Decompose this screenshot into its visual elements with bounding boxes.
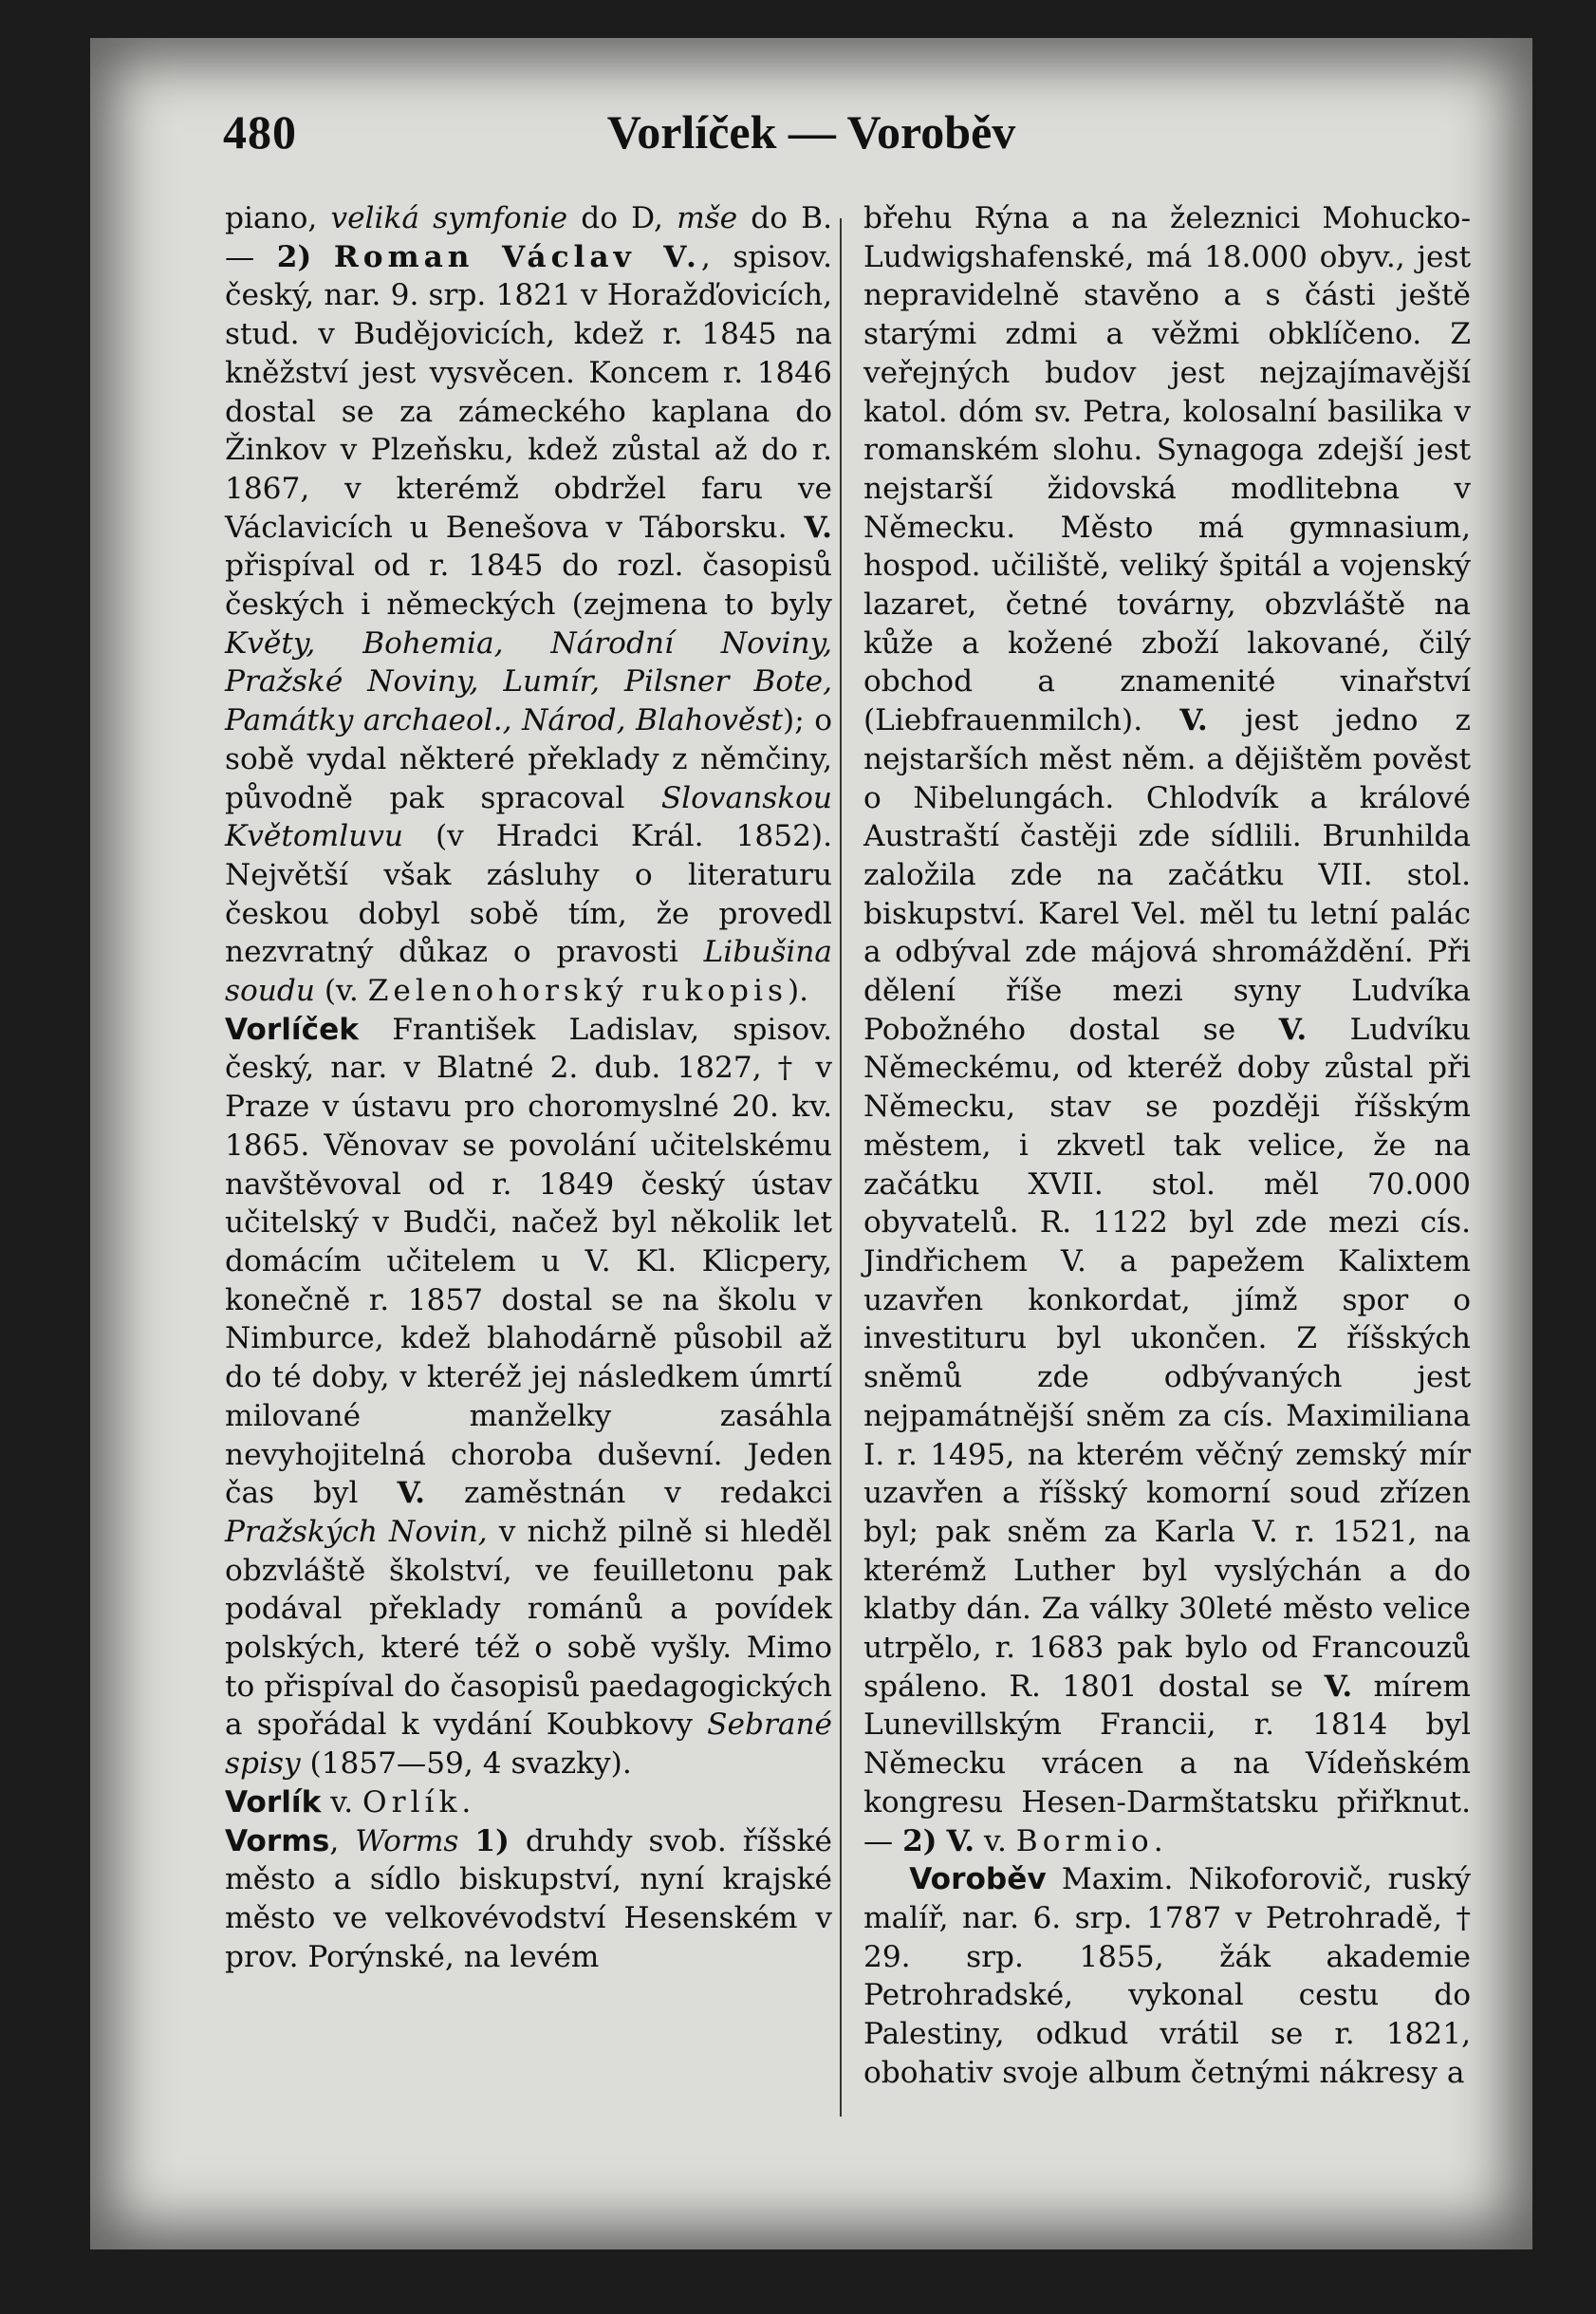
left-column (225, 199, 832, 1976)
cross-reference: Orlík (362, 1784, 462, 1819)
page-header (90, 95, 1532, 180)
headword: Vorlík (225, 1784, 322, 1819)
entry-roman-continuation: piano, veliká symfonie do D, mše do B. — 2) Roman Václav V., spisov. český, nar. 9. srp. 1821 v Horažďovicích, stud. v Budějovicích, kdež r. 1845 na kněžství jest vysvěcen. Koncem r. 1846 dostal se za zámeckého kaplana do Žinkov v Plzeňsku, kdež zůstal až do r. 1867, v kterémž obdržel faru ve Václavicích u Benešova v Táborsku. V. přispíval od r. 1845 do rozl. časopisů českých i německých (zejmena to byly Květy, Bohemia, Národní Noviny, Pražské Noviny, Lumír, Pilsner Bote, Památky archaeol., Národ, Blahověst); o sobě vydal některé překlady z němčiny, původně pak spracoval Slovanskou Květomluvu (v Hradci Král. 1852). Největší však zásluhy o literaturu českou dobyl sobě tím, že provedl nezvratný důkaz o pravosti Libušina soudu (v. Zelenohorský rukopis). (225, 201, 832, 1009)
headword: Vorlíček (225, 1012, 359, 1047)
entry-vorobev: Voroběv Maxim. Nikoforovič, ruský malíř, nar. 6. srp. 1787 v Petrohradě, † 29. srp. 1855, žák akademie Petrohradské, vykonal cestu do Palestiny, odkud vrátil se r. 1821, obohativ svoje album četnými nákresy a (863, 1862, 1471, 2090)
column-divider (840, 218, 842, 2117)
entry-vorlik: Vorlík v. Orlík. (225, 1784, 472, 1819)
page-number: 480 (223, 105, 297, 159)
book-page (90, 38, 1532, 2249)
entry-vorms: Vorms, Worms 1) druhdy svob. říšské město a sídlo biskupství, nyní krajské město ve velkovévodství Hesenském v prov. Porýnské, na levém (225, 1823, 833, 1974)
headword: Voroběv (909, 1862, 1047, 1897)
entry-vorlicek: Vorlíček František Ladislav, spisov. český, nar. v Blatné 2. dub. 1827, † v Praze v ústavu pro choromyslné 20. kv. 1865. Věnovav se povolání učitelskému navštěvoval od r. 1849 český ústav učitelský v Budči, načež byl několik let domácím učitelem u V. Kl. Klicpery, konečně r. 1857 dostal se na školu v Nimburce, kdež blahodárně působil až do té doby, v kteréž jej následkem úmrtí milované manželky zasáhla nevyhojitelná choroba duševní. Jeden čas byl V. zaměstnán v redakci Pražských Novin, v nichž pilně si hleděl obzvláště školství, ve feuilletonu pak podával překlady románů a povídek polských, které též o sobě vyšly. Mimo to přispíval do časopisů paedagogických a spořádal k vydání Koubkovy Sebrané spisy (1857—59, 4 svazky). (225, 1012, 833, 1782)
headword: Vorms (225, 1823, 330, 1858)
entry-vorms-continuation: břehu Rýna a na železnici Mohucko-Ludwigshafenské, má 18.000 obyv., jest nepravidelně stavěno a s části ještě starými zdmi a věžmi obklíčeno. Z veřejných budov jest nejzajímavější katol. dóm sv. Petra, kolosalní basilika v romanském slohu. Synagoga zdejší jest nejstarší židovská modlitebna v Německu. Město má gymnasium, hospod. učiliště, veliký špitál a vojenský lazaret, četné továrny, obzvláště na kůže a kožené zboží lakované, čilý obchod a znamenité vinařství (Liebfrauenmilch). V. jest jedno z nejstarších měst něm. a dějištěm pověst o Nibelungách. Chlodvík a králové Austraští častěji zde sídlili. Brunhilda založila zde na začátku VII. stol. biskupství. Karel Vel. měl tu letní palác a odbýval zde májová shromáždění. Při dělení říše mezi syny Ludvíka Pobožného dostal se V. Ludvíku Německému, od kteréž doby zůstal při Německu, stav se později říšským městem, i zkvetl tak velice, že na začátku XVII. stol. měl 70.000 obyvatelů. R. 1122 byl zde mezi cís. Jindřichem V. a papežem Kalixtem uzavřen konkordat, jímž spor o investituru byl ukončen. Z říšských sněmů zde odbývaných jest nejpamátnější sněm za cís. Maximiliana I. r. 1495, na kterém věčný zemský mír uzavřen a říšský komorní soud zřízen byl; pak sněm za Karla V. r. 1521, na kterémž Luther byl vyslýchán a do klatby dán. Za války 30leté město velice utrpělo, r. 1683 pak bylo od Francouzů spáleno. R. 1801 dostal se V. mírem Lunevillským Francii, r. 1814 byl Německu vrácen a na Vídeňském kongresu Hesen-Darmštatsku přiřknut. — 2) V. v. Bormio. (863, 201, 1471, 1858)
running-title: Vorlíček — Voroběv (606, 105, 1016, 159)
entry-name: Roman Václav V. (333, 239, 701, 274)
right-column (863, 199, 1471, 2092)
cross-reference: Zelenohorský rukopis (367, 974, 788, 1009)
cross-reference: Bormio (1015, 1823, 1154, 1858)
